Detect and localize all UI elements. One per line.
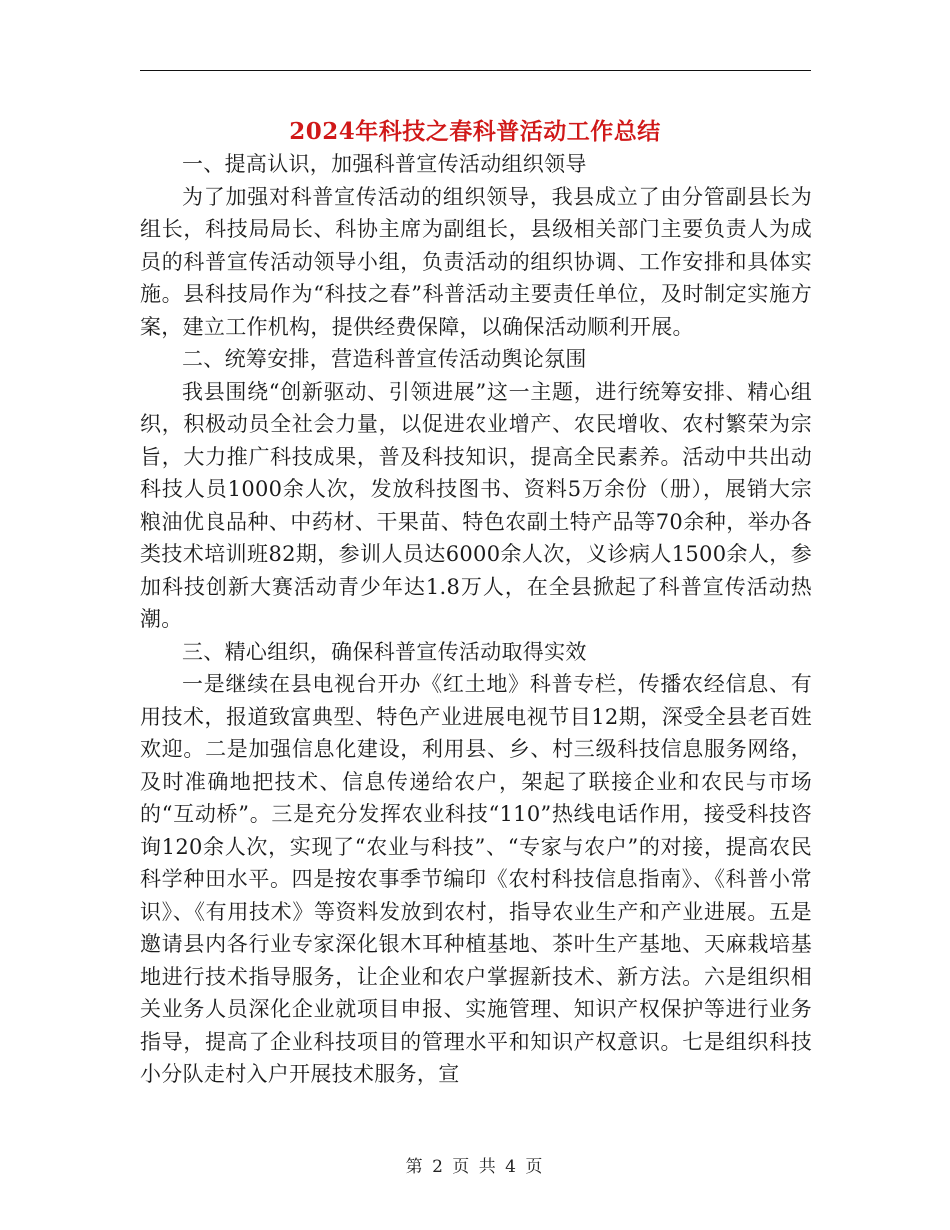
document-title: 2024年科技之春科普活动工作总结 [289,118,661,145]
section-heading-1: 一、提高认识，加强科普宣传活动组织领导 [182,152,587,176]
page-number-footer: 第 2 页 共 4 页 [405,1157,545,1177]
paragraph-1: 为了加强对科普宣传活动的组织领导，我县成立了由分管副县长为组长，科技局局长、科协主席为副组长，县级相关部门主要负责人为成员的科普宣传活动领导小组，负责活动的组织协调、工作安排和具体实施。县科技局作为“科技之春”科普活动主要责任单位，及时制定实施方案，建立工作机构，提供经费保障，以确保活动顺利开展。 [140,184,812,339]
section-heading-2: 二、统筹安排，营造科普宣传活动舆论氛围 [182,347,587,371]
paragraph-2: 我县围绕“创新驱动、引领进展”这一主题，进行统筹安排、精心组织，积极动员全社会力量，以促进农业增产、农民增收、农村繁荣为宗旨，大力推广科技成果，普及科技知识，提高全民素养。活动中共出动科技人员1000余人次，发放科技图书、资料5万余份（册），展销大宗粮油优良品种、中药材、干果苗、特色农副土特产品等70余种，举办各类技术培训班82期，参训人员达6000余人次，义诊病人1500余人，参加科技创新大赛活动青少年达1.8万人，在全县掀起了科普宣传活动热潮。 [140,379,812,631]
document-body [140,148,812,1091]
paragraph-3: 一是继续在县电视台开办《红土地》科普专栏，传播农经信息、有用技术，报道致富典型、特色产业进展电视节目12期，深受全县老百姓欢迎。二是加强信息化建设，利用县、乡、村三级科技信息服务网络，及时准确地把技术、信息传递给农户，架起了联接企业和农民与市场的“互动桥”。三是充分发挥农业科技“110”热线电话作用，接受科技咨询120余人次，实现了“农业与科技”、“专家与农户”的对接，提高农民科学种田水平。四是按农事季节编印《农村科技信息指南》、《科普小常识》、《有用技术》等资料发放到农村，指导农业生产和产业进展。五是邀请县内各行业专家深化银木耳种植基地、茶叶生产基地、天麻栽培基地进行技术指导服务，让企业和农户掌握新技术、新方法。六是组织相关业务人员深化企业就项目申报、实施管理、知识产权保护等进行业务指导，提高了企业科技项目的管理水平和知识产权意识。七是组织科技小分队走村入户开展技术服务，宣 [140,672,812,1086]
section-heading-3: 三、精心组织，确保科普宣传活动取得实效 [182,639,587,664]
header-rule [140,70,811,71]
